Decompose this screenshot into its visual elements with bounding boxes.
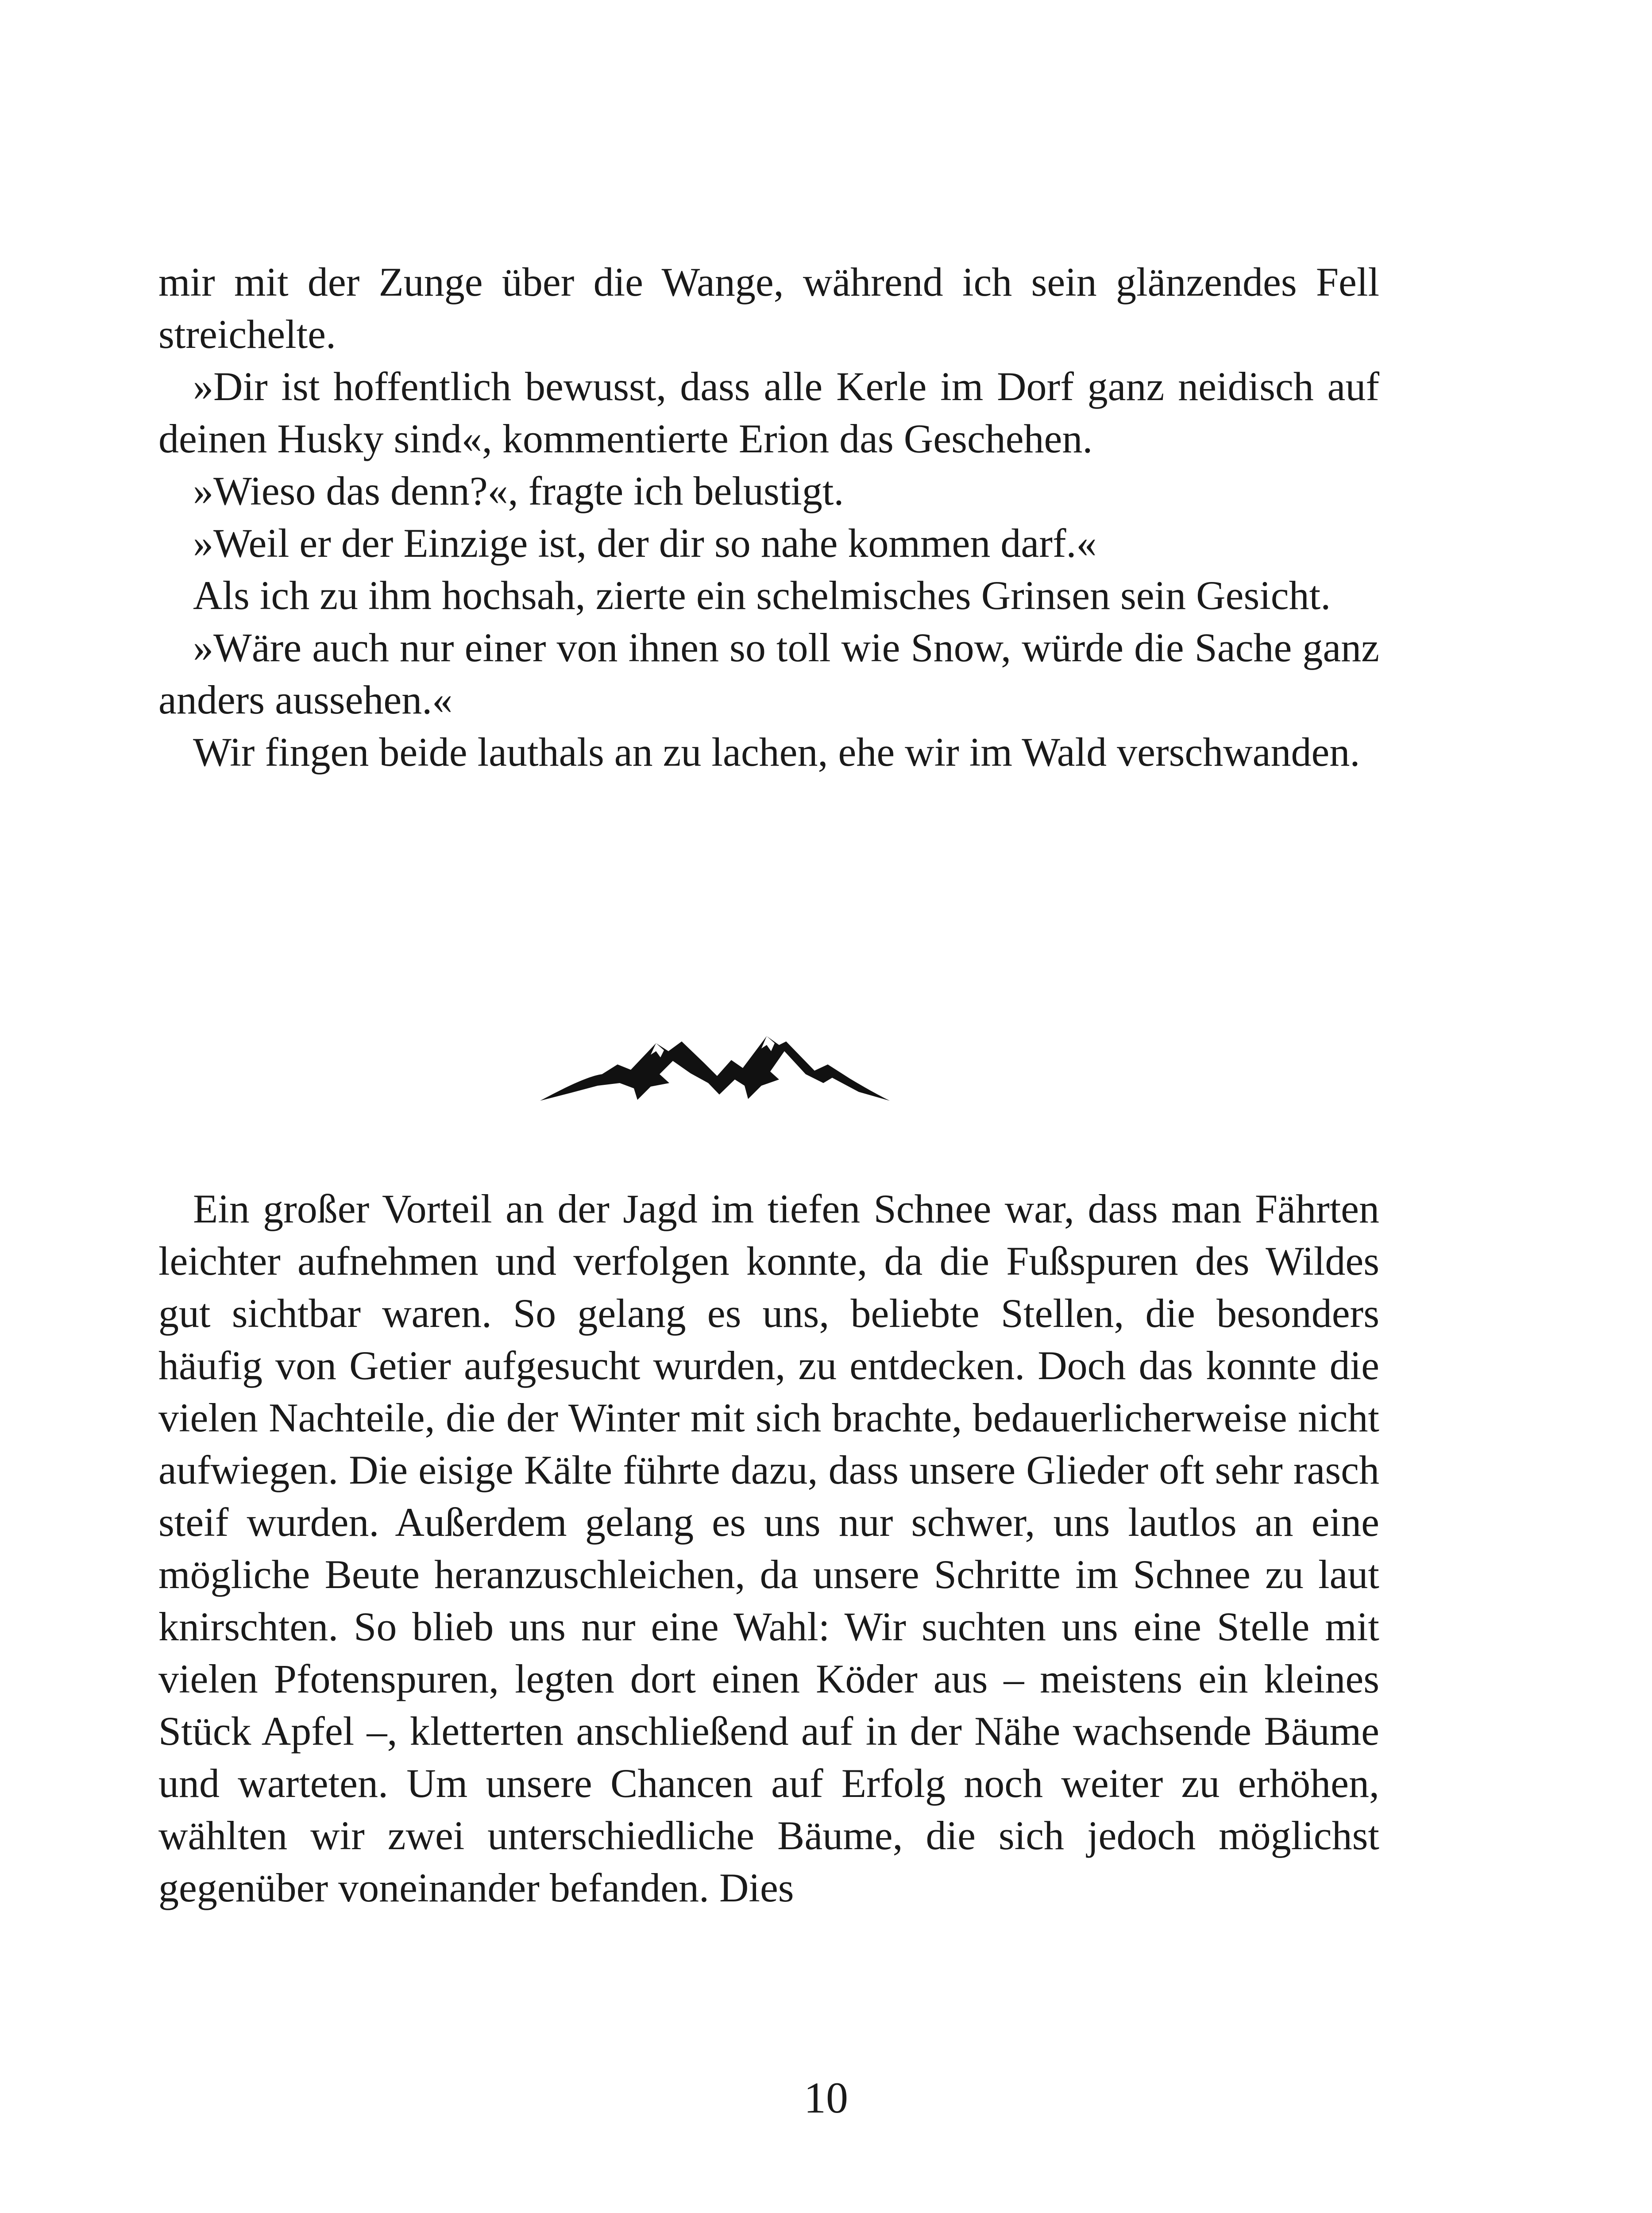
paragraph-dialogue: »Weil er der Einzige ist, der dir so nahe kommen darf.« — [193, 520, 1097, 566]
paragraph-dialogue: »Wieso das denn?«, fragte ich belustigt. — [193, 468, 844, 513]
paragraph-narration: Als ich zu ihm hochsah, zierte ein schelmisches Grinsen sein Gesicht. — [193, 573, 1331, 618]
paragraph-continuation: mir mit der Zunge über die Wange, während ich sein glänzendes Fell streichelte. — [158, 259, 1379, 357]
paragraph-dialogue: »Wäre auch nur einer von ihnen so toll wie Snow, würde die Sache ganz anders aussehen.« — [158, 625, 1379, 722]
page-number: 10 — [804, 2073, 848, 2122]
paragraph-narration: Wir fingen beide lauthals an zu lachen, ehe wir im Wald verschwanden. — [193, 729, 1360, 775]
top-text-section — [158, 256, 1379, 778]
paragraph-dialogue: »Dir ist hoffentlich bewusst, dass alle Kerle im Dorf ganz neidisch auf deinen Husky sind«, kommentierte Erion das Geschehen. — [158, 364, 1379, 461]
paragraph-narration: Ein großer Vorteil an der Jagd im tiefen Schnee war, dass man Fährten leichter aufnehmen und verfolgen konnte, da die Fußspuren des Wildes gut sichtbar waren. So gelang es uns, beliebte Stellen, die besonders häufig von Getier aufgesucht wurden, zu entdecken. Doch das konnte die vielen Nachteile, die der Winter mit sich brachte, bedauerlicherweise nicht aufwiegen. Die eisige Kälte führte dazu, dass unsere Glieder oft sehr rasch steif wurden. Außerdem gelang es uns nur schwer, uns lautlos an eine mögliche Beute heranzuschleichen, da unsere Schritte im Schnee zu laut knirschten. So blieb uns nur eine Wahl: Wir suchten uns eine Stelle mit vielen Pfotenspuren, legten dort einen Köder aus – meistens ein kleines Stück Apfel –, kletterten anschließend auf in der Nähe wachsende Bäume und warteten. Um unsere Chancen auf Erfolg noch weiter zu erhöhen, wählten wir zwei unterschiedliche Bäume, die sich jedoch möglichst gegenüber voneinander befanden. Dies — [158, 1186, 1379, 1910]
bottom-text-section — [158, 1183, 1379, 1914]
mountain-range-icon — [540, 1033, 890, 1104]
